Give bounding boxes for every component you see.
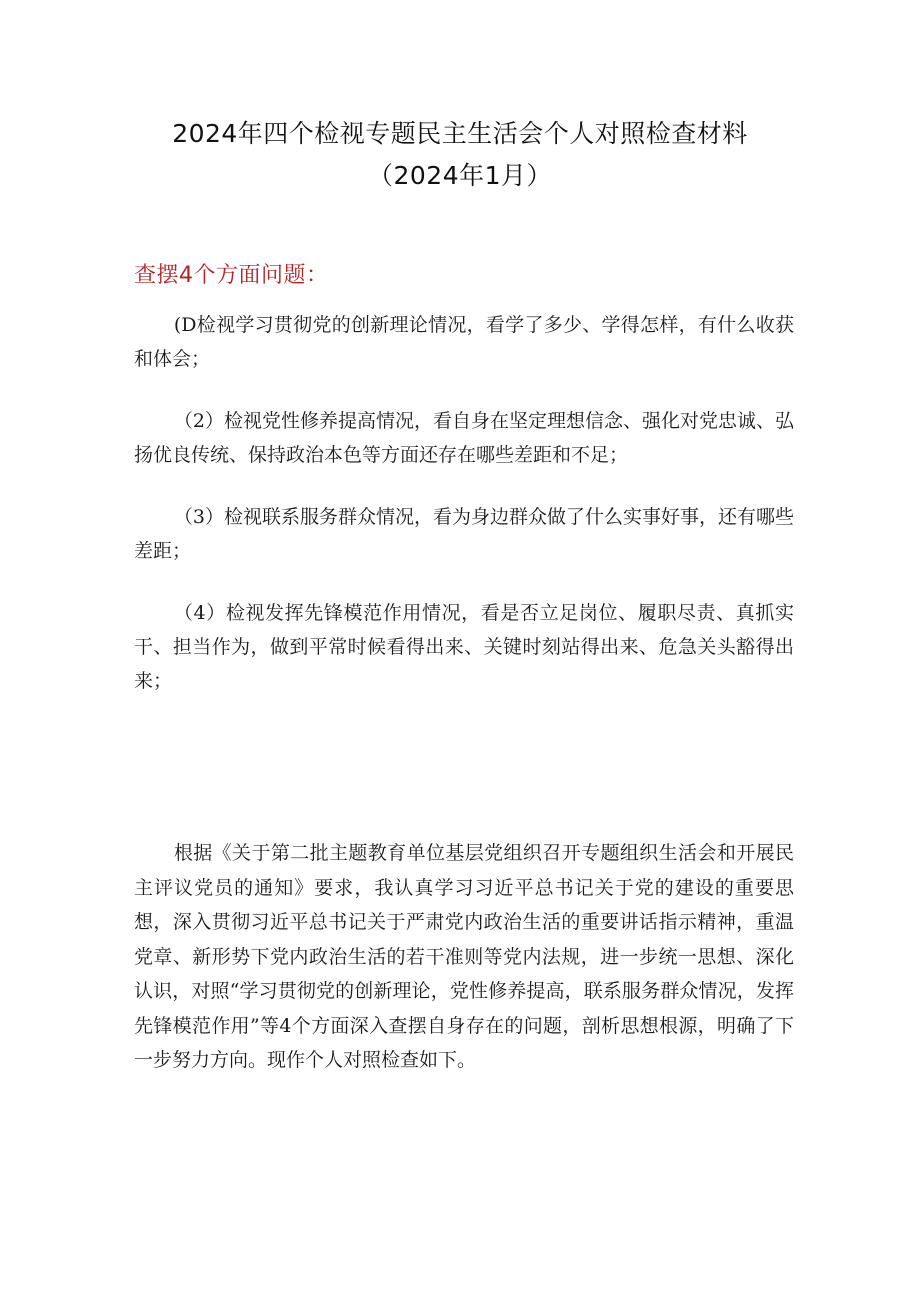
list-item: （2）检视党性修养提高情况，看自身在坚定理想信念、强化对党忠诚、弘扬优良传统、保持政治本色等方面还存在哪些差距和不足； — [134, 410, 794, 466]
document-subtitle: （2024年1月） — [367, 161, 553, 190]
document-title: 2024年四个检视专题民主生活会个人对照检查材料 — [172, 119, 748, 148]
list-item: （3）检视联系服务群众情况，看为身边群众做了什么实事好事，还有哪些差距； — [134, 506, 794, 562]
section-heading: 查摆4个方面问题： — [134, 263, 329, 288]
list-item: （4）检视发挥先锋模范作用情况，看是否立足岗位、履职尽责、真抓实干、担当作为，做到平常时候看得出来、关键时刻站得出来、危急关头豁得出来； — [134, 602, 794, 692]
list-item: (D检视学习贯彻党的创新理论情况，看学了多少、学得怎样，有什么收获和体会； — [134, 314, 794, 370]
body-paragraph: 根据《关于第二批主题教育单位基层党组织召开专题组织生活会和开展民主评议党员的通知》要求，我认真学习习近平总书记关于党的建设的重要思想，深入贯彻习近平总书记关于严肃党内政治生活的重要讲话指示精神，重温党章、新形势下党内政治生活的若干准则等党内法规，进一步统一思想、深化认识，对照“学习贯彻党的创新理论，党性修养提高，联系服务群众情况，发挥先锋模范作用”等4个方面深入查摆自身存在的问题，剖析思想根源，明确了下一步努力方向。现作个人对照检查如下。 — [134, 842, 794, 1071]
